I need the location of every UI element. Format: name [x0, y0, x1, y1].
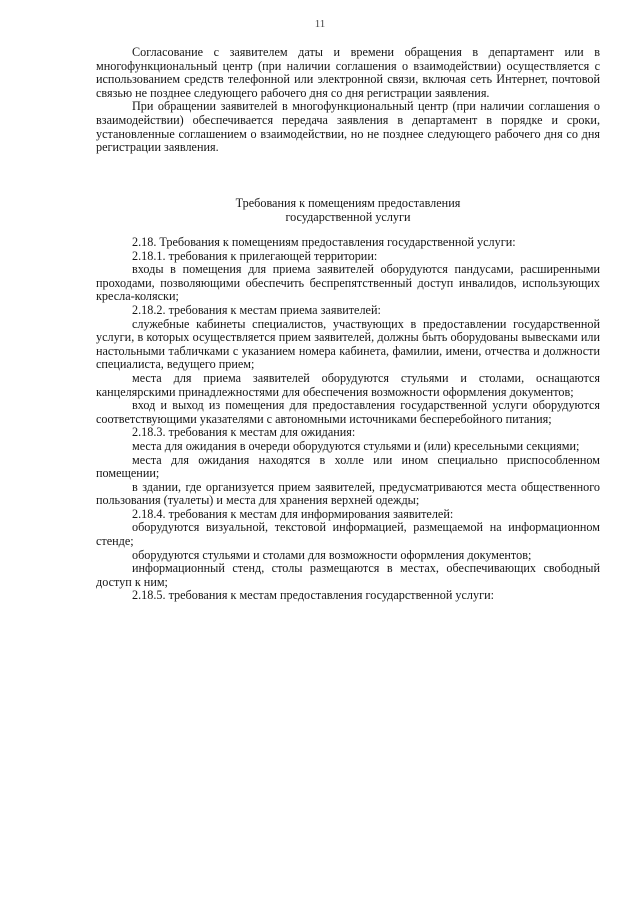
paragraph: Согласование с заявителем даты и времени обращения в департамент или в многофункциональный центр (при наличии соглашения о взаимодействии) осуществляется с использованием средств телефонной или электронной связи, включая сеть Интернет, почтовой связью не позднее следующего рабочего дня со дня регистрации заявления.: [96, 45, 600, 100]
paragraph: служебные кабинеты специалистов, участвующих в предоставлении государственной услуги, в которых осуществляется прием заявителей, должны быть оборудованы вывесками или настольными табличками с указанием номера кабинета, фамилии, имени, отчества и должности специалиста, ведущего прием;: [96, 316, 600, 372]
paragraph: места для приема заявителей оборудуются стульями и столами, оснащаются канцелярскими принадлежностями для обеспечения возможности оформления документов;: [96, 370, 600, 399]
paragraph: оборудуются стульями и столами для возможности оформления документов;: [132, 547, 532, 562]
paragraph: 2.18.2. требования к местам приема заявителей:: [132, 302, 381, 317]
paragraph: 2.18.1. требования к прилегающей территории:: [132, 248, 378, 263]
paragraph: 2.18.3. требования к местам для ожидания:: [132, 425, 356, 440]
page-number: 11: [314, 18, 326, 30]
intro-section: [96, 46, 600, 155]
paragraph: входы в помещения для приема заявителей оборудуются пандусами, расширенными проходами, позволяющими обеспечить беспрепятственный доступ инвалидов, использующих кресла-коляски;: [96, 262, 600, 304]
paragraph: места для ожидания находятся в холле или ином специально приспособленном помещении;: [96, 452, 600, 481]
paragraph: 2.18.5. требования к местам предоставления государственной услуги:: [132, 588, 495, 603]
paragraph: в здании, где организуется прием заявителей, предусматриваются места общественного пользования (туалеты) и места для хранения верхней одежды;: [96, 479, 600, 508]
paragraph: информационный стенд, столы размещаются в местах, обеспечивающих свободный доступ к ним;: [96, 561, 600, 589]
section-heading-line: Требования к помещениям предоставления: [235, 196, 461, 210]
paragraph: 2.18.4. требования к местам для информирования заявителей:: [132, 506, 454, 521]
paragraph: 2.18. Требования к помещениям предоставления государственной услуги:: [132, 235, 516, 249]
requirements-section: [96, 236, 600, 603]
paragraph: места для ожидания в очереди оборудуются стульями и (или) кресельными секциями;: [132, 438, 580, 453]
paragraph: оборудуются визуальной, текстовой информацией, размещаемой на информационном стенде;: [96, 520, 600, 549]
paragraph: вход и выход из помещения для предоставления государственной услуги оборудуются соответствующими указателями с автономными источниками бесперебойного питания;: [96, 398, 600, 426]
paragraph: При обращении заявителей в многофункциональный центр (при наличии соглашения о взаимодействии) обеспечивается передача заявления в департамент в порядке и сроки, установленные соглашением о взаимодействии, но не позднее следующего рабочего дня со дня регистрации заявления.: [96, 99, 600, 155]
section-heading: [96, 196, 600, 224]
section-heading-line: государственной услуги: [285, 210, 411, 224]
